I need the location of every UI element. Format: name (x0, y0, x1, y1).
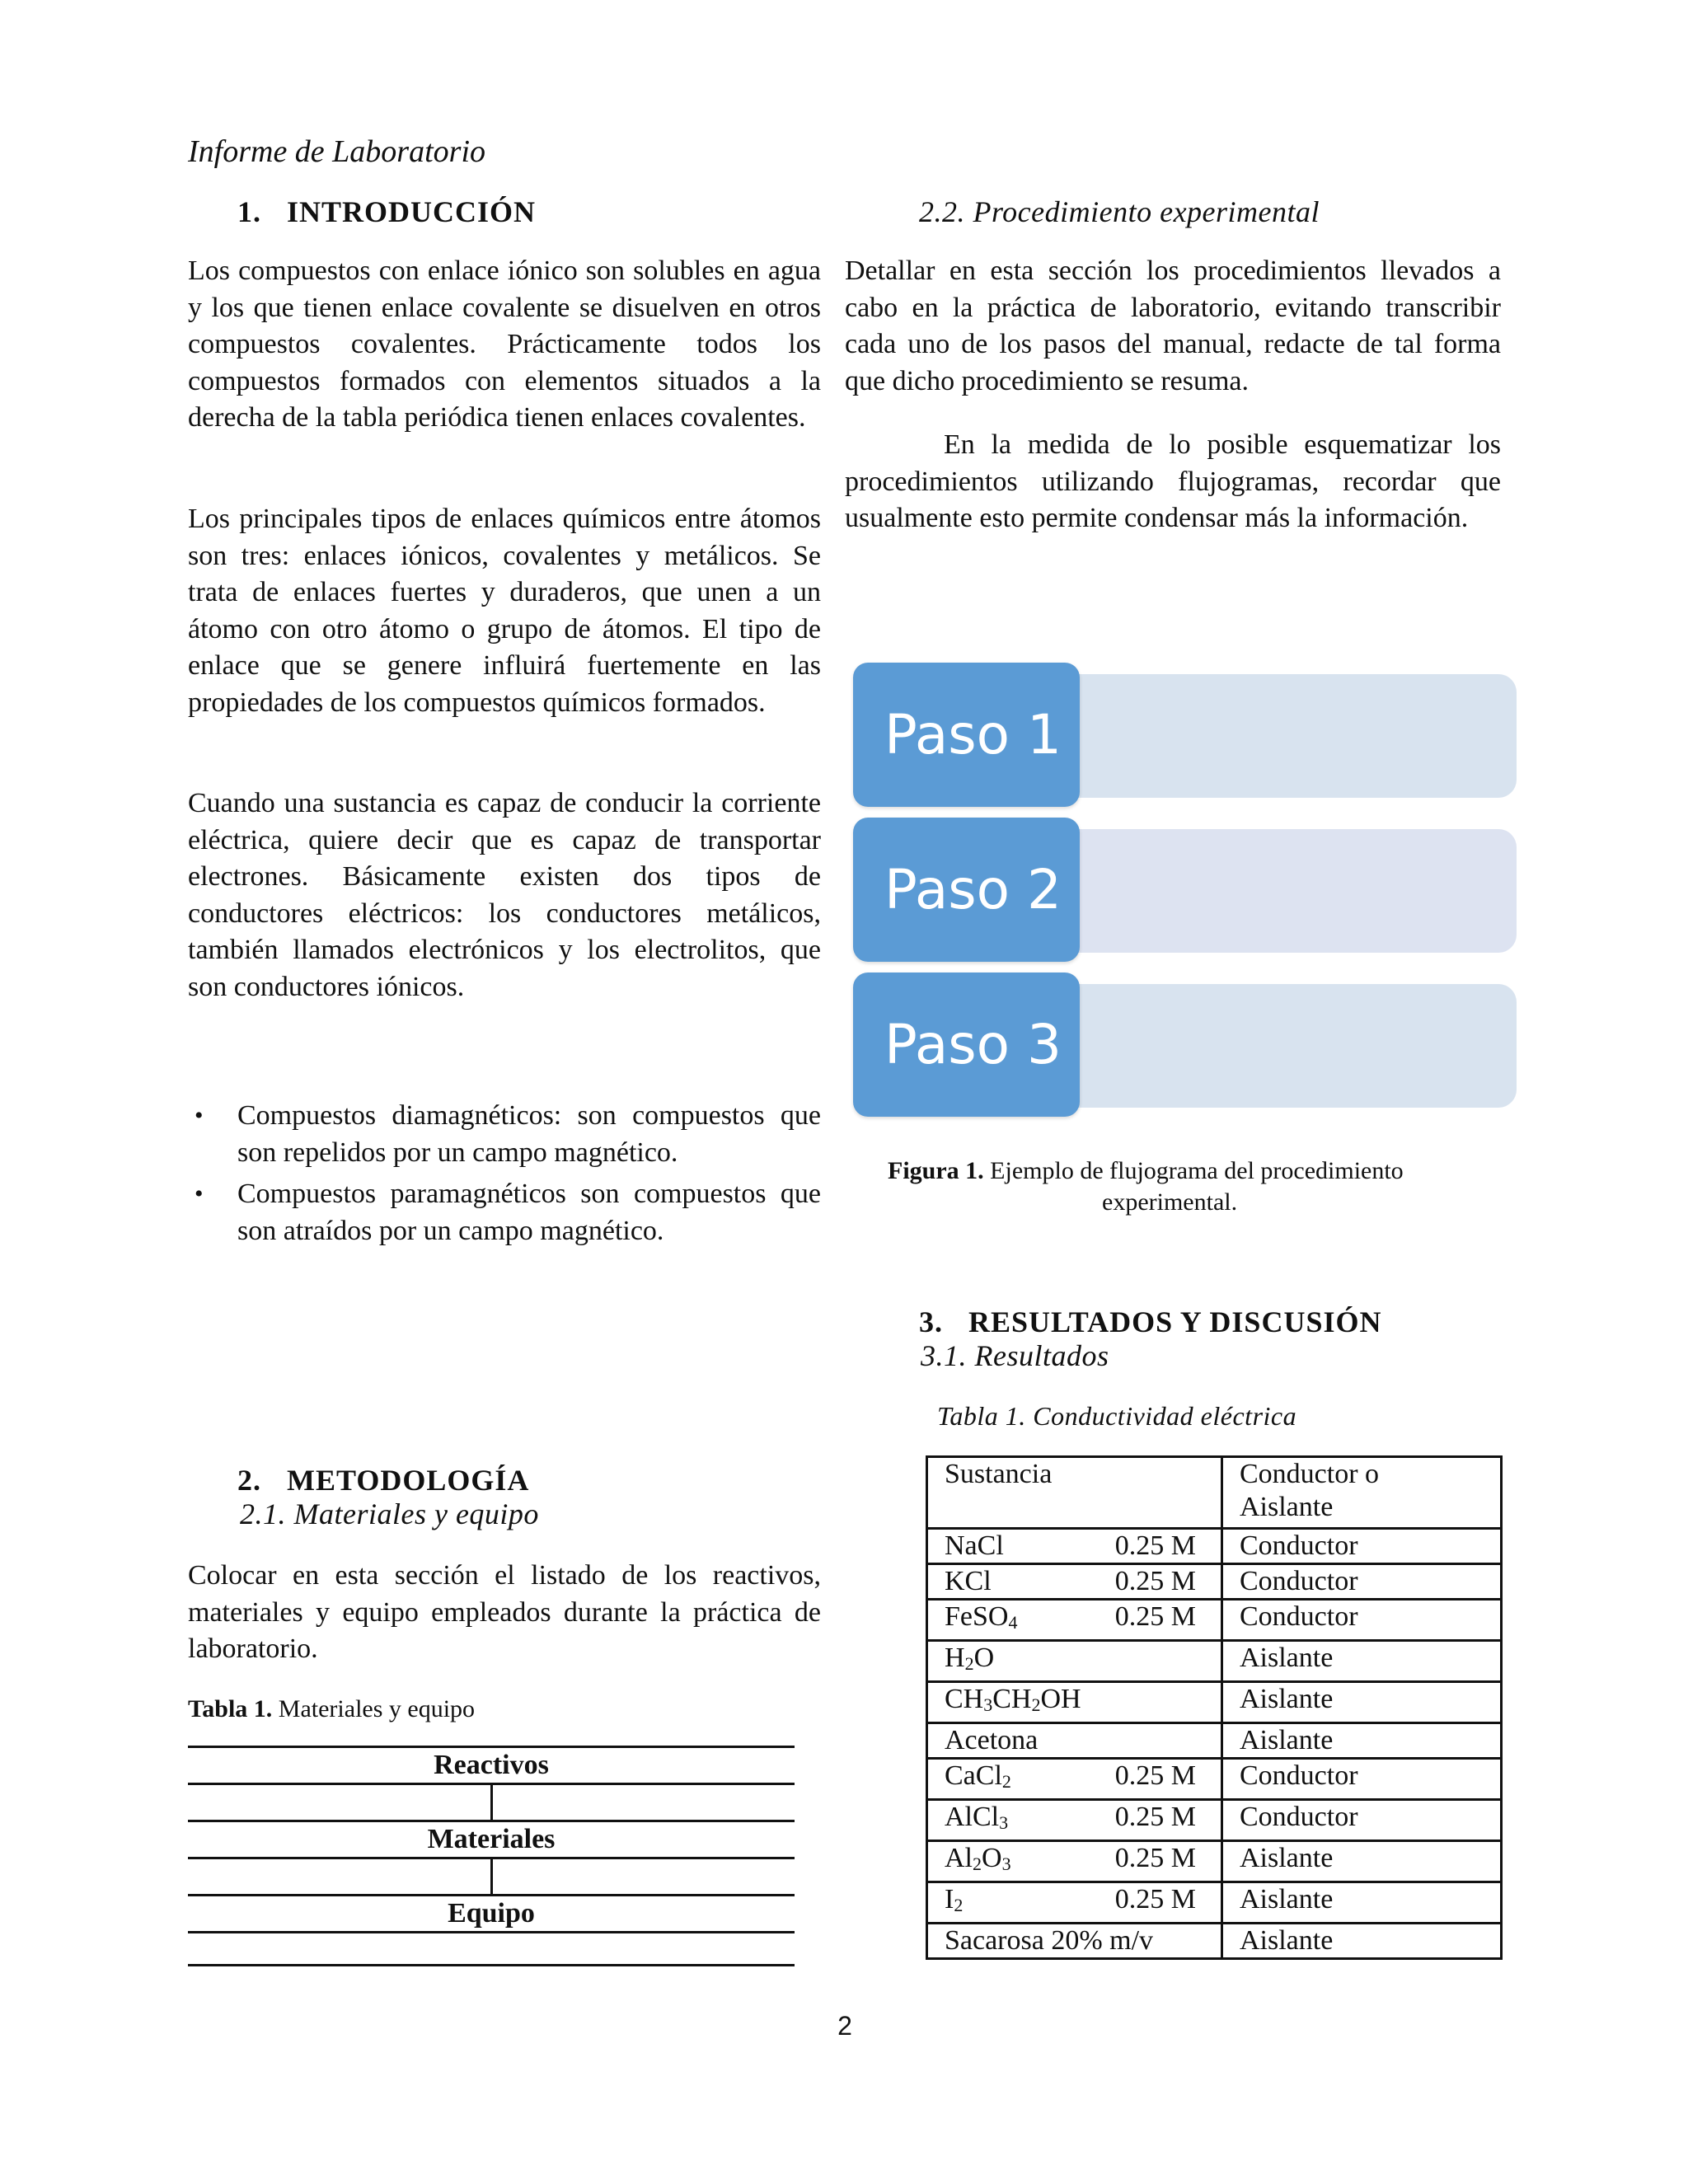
flow-step-3: Paso 3 (853, 972, 1080, 1117)
formula: H (945, 1643, 965, 1673)
formula: Al (945, 1843, 973, 1873)
table-row (927, 1529, 1502, 1564)
flow-bar (1043, 829, 1517, 953)
result-cell: Aislante (1222, 1641, 1502, 1682)
substance-cell (927, 1841, 1222, 1882)
formula: NaCl (945, 1530, 1004, 1561)
table-row (188, 1821, 795, 1858)
list-item: • Compuestos diamagnéticos: son compuestos que son repelidos por un campo magnético. (188, 1098, 821, 1171)
formula: CH (945, 1684, 984, 1714)
subscript: 2 (973, 1854, 982, 1874)
flow-bar (1043, 674, 1517, 798)
result-cell: Aislante (1222, 1723, 1502, 1759)
table-row (927, 1841, 1502, 1882)
table-cell (188, 1858, 491, 1896)
substance-cell (927, 1800, 1222, 1841)
subscript: 2 (954, 1895, 964, 1915)
intro-paragraph-1: Los compuestos con enlace iónico son solubles en agua y los que tienen enlace covalente se disuelven en otros compuestos covalentes. Prácticamente todos los compuestos formados con elementos situados a la derecha de la tabla periódica tienen enlaces covalentes. (188, 255, 821, 434)
procedimiento-paragraph-2: En la medida de lo posible esquematizar los procedimientos utilizando flujogramas, recordar que usualmente esto permite condensar más la información. (845, 429, 1501, 534)
concentration: 0.25 M (1114, 1601, 1196, 1632)
header-conductor-aislante (1222, 1457, 1502, 1529)
intro-paragraph-3: Cuando una sustancia es capaz de conducir la corriente eléctrica, quiere decir que es capaz de transportar electrones. Básicamente existen dos tipos de conductores eléctricos: los conductores metálicos, también llamados electrónicos y los electrolitos, que son conductores iónicos. (188, 788, 821, 1002)
table-row (188, 1896, 795, 1933)
formula: CaCl (945, 1760, 1002, 1791)
flow-step-1: Paso 1 (853, 663, 1080, 807)
subscript: 2 (964, 1653, 974, 1674)
section-number: 2. (237, 1464, 261, 1497)
header-line: Conductor o (1240, 1459, 1380, 1489)
substance-cell (927, 1682, 1222, 1723)
subscript: 2 (1031, 1694, 1041, 1715)
section-number: 1. (237, 195, 261, 228)
subscript: 4 (1008, 1612, 1018, 1633)
table-row (927, 1723, 1502, 1759)
procedimiento-paragraph-1: Detallar en esta sección los procedimientos llevados a cabo en la práctica de laboratorio, evitando transcribir cada uno de los pasos del manual, redacte de tal forma que dicho procedimiento se resuma. (845, 255, 1501, 396)
flowchart (853, 659, 1488, 1121)
table-row (188, 1784, 795, 1821)
header-reactivos: Reactivos (188, 1747, 795, 1784)
table-row (927, 1924, 1502, 1959)
formula: O (982, 1843, 1002, 1873)
section-title: METODOLOGÍA (287, 1464, 530, 1497)
subscript: 3 (1001, 1854, 1011, 1874)
formula: Sacarosa 20% m/v (945, 1925, 1154, 1956)
figure-label: Figura 1. (888, 1157, 984, 1184)
formula: OH (1040, 1684, 1081, 1714)
formula: I (945, 1884, 954, 1915)
caption-label: Tabla 1. (188, 1695, 273, 1722)
caption-text: Materiales y equipo (278, 1695, 476, 1722)
section-heading-metodologia (237, 1463, 529, 1497)
table-cell (188, 1784, 491, 1821)
section-heading-introduccion (237, 194, 536, 229)
table-cell (491, 1784, 795, 1821)
substance-cell (927, 1600, 1222, 1641)
substance-cell (927, 1882, 1222, 1924)
subsection-resultados: 3.1. Resultados (921, 1339, 1109, 1372)
table-cell (188, 1933, 795, 1969)
substance-cell (927, 1723, 1222, 1759)
header-line: Aislante (1240, 1492, 1334, 1522)
table-row (927, 1882, 1502, 1924)
table-cell (491, 1858, 795, 1896)
subscript: 2 (1001, 1771, 1011, 1792)
section-heading-resultados (919, 1305, 1381, 1339)
formula: CH (992, 1684, 1032, 1714)
table-row (927, 1600, 1502, 1641)
substance-cell (927, 1564, 1222, 1600)
substance-cell (927, 1924, 1222, 1959)
materiales-table (188, 1746, 795, 1968)
intro-paragraph-2: Los principales tipos de enlaces químicos entre átomos son tres: enlaces iónicos, covalentes y metálicos. Se trata de enlaces fuertes y duraderos, que unen a un átomo con otro átomo o grupo de átomos. El tipo de enlace que se genere influirá fuertemente en las propiedades de los compuestos químicos formados. (188, 504, 821, 718)
header-materiales: Materiales (188, 1821, 795, 1858)
section-title: RESULTADOS Y DISCUSIÓN (968, 1305, 1382, 1338)
result-cell: Conductor (1222, 1564, 1502, 1600)
concentration: 0.25 M (1114, 1843, 1196, 1873)
compound-types-list (188, 1098, 821, 1254)
materiales-paragraph: Colocar en esta sección el listado de los reactivos, materiales y equipo empleados durante la práctica de laboratorio. (188, 1560, 821, 1665)
concentration: 0.25 M (1114, 1760, 1196, 1791)
substance-cell (927, 1529, 1222, 1564)
table-row (927, 1682, 1502, 1723)
subscript: 3 (983, 1694, 993, 1715)
result-cell: Conductor (1222, 1600, 1502, 1641)
flow-bar (1043, 984, 1517, 1108)
formula: Acetona (945, 1725, 1039, 1755)
result-cell: Conductor (1222, 1800, 1502, 1841)
result-cell: Conductor (1222, 1529, 1502, 1564)
table-caption-conductividad: Tabla 1. Conductividad eléctrica (937, 1401, 1297, 1431)
running-header: Informe de Laboratorio (188, 134, 485, 169)
formula: O (973, 1643, 995, 1673)
table-row (927, 1759, 1502, 1800)
table-header-row (927, 1457, 1502, 1529)
table-row (927, 1641, 1502, 1682)
result-cell: Conductor (1222, 1759, 1502, 1800)
table-row (188, 1858, 795, 1896)
section-number: 3. (919, 1305, 943, 1338)
result-cell: Aislante (1222, 1882, 1502, 1924)
subscript: 3 (999, 1812, 1009, 1833)
table-row (927, 1800, 1502, 1841)
table-row (188, 1747, 795, 1784)
formula: FeSO (945, 1601, 1009, 1632)
figure-caption-line-1 (888, 1157, 1465, 1185)
substance-cell (927, 1641, 1222, 1682)
table-row (927, 1564, 1502, 1600)
subsection-procedimiento: 2.2. Procedimiento experimental (919, 195, 1320, 228)
figure-text-line-2: experimental. (1102, 1188, 1238, 1216)
substance-cell (927, 1759, 1222, 1800)
list-item: • Compuestos paramagnéticos son compuestos que son atraídos por un campo magnético. (188, 1176, 821, 1249)
result-cell: Aislante (1222, 1841, 1502, 1882)
result-cell: Aislante (1222, 1924, 1502, 1959)
flow-step-2: Paso 2 (853, 818, 1080, 962)
header-sustancia: Sustancia (927, 1457, 1222, 1529)
concentration: 0.25 M (1114, 1802, 1196, 1832)
section-title: INTRODUCCIÓN (287, 195, 537, 228)
formula: KCl (945, 1566, 992, 1596)
result-cell: Aislante (1222, 1682, 1502, 1723)
page-number: 2 (837, 2011, 852, 2041)
subsection-materiales-y-equipo: 2.1. Materiales y equipo (240, 1497, 539, 1530)
concentration: 0.25 M (1114, 1530, 1196, 1561)
formula: AlCl (945, 1802, 1000, 1832)
concentration: 0.25 M (1114, 1566, 1196, 1596)
table-bottom-rule (188, 1964, 795, 1966)
figure-text: Ejemplo de flujograma del procedimiento (990, 1157, 1404, 1184)
concentration: 0.25 M (1114, 1884, 1196, 1915)
table-row (188, 1933, 795, 1969)
figure-caption (888, 1157, 1465, 1216)
conductividad-table (926, 1455, 1503, 1960)
table-caption-materiales (188, 1695, 475, 1723)
header-equipo: Equipo (188, 1896, 795, 1933)
